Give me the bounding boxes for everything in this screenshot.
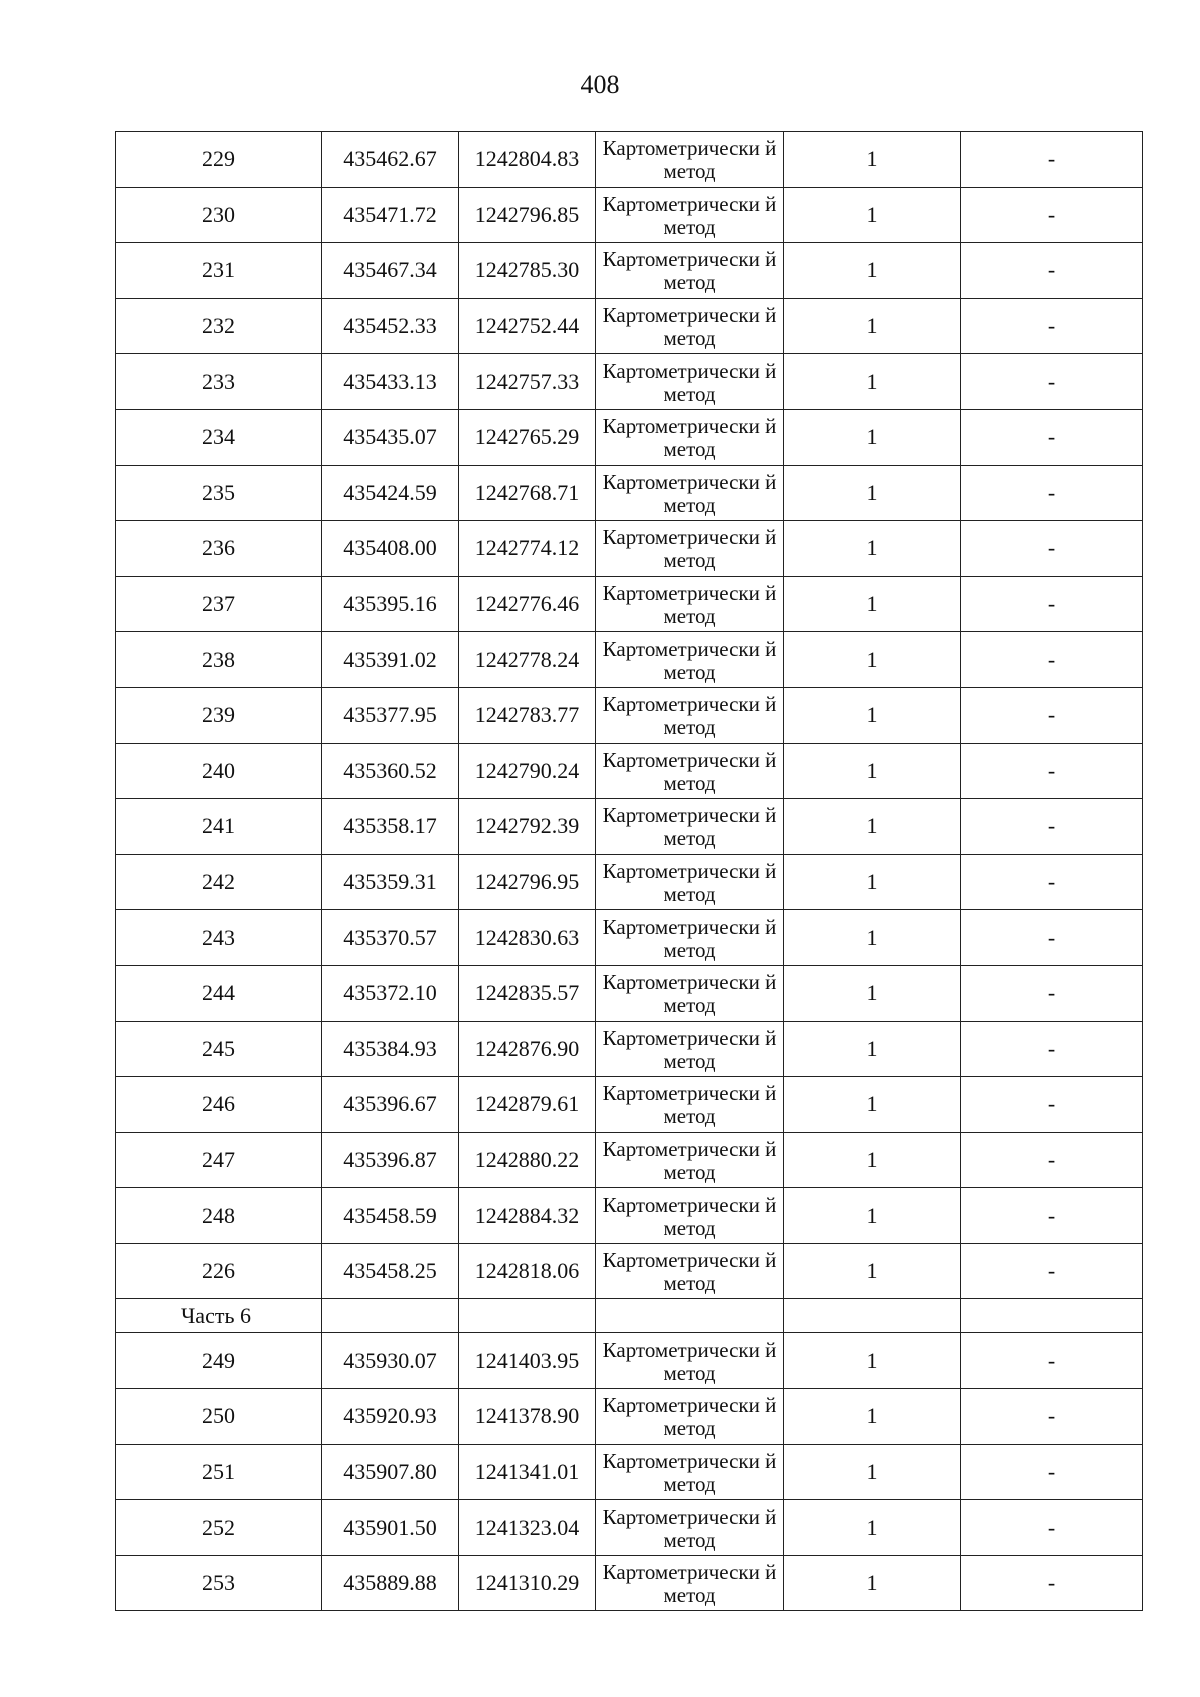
accuracy-cell: 1 — [784, 1389, 961, 1445]
point-number-cell: 245 — [116, 1021, 322, 1077]
table-row — [116, 965, 1143, 1021]
x-coordinate-cell: 435395.16 — [322, 576, 459, 632]
note-cell: - — [961, 521, 1143, 577]
point-number-cell: 234 — [116, 409, 322, 465]
x-coordinate-cell: 435435.07 — [322, 409, 459, 465]
point-number-cell: 246 — [116, 1077, 322, 1133]
empty-cell — [459, 1299, 596, 1333]
x-coordinate-cell: 435358.17 — [322, 799, 459, 855]
note-cell: - — [961, 965, 1143, 1021]
y-coordinate-cell: 1242774.12 — [459, 521, 596, 577]
table-row — [116, 743, 1143, 799]
y-coordinate-cell: 1241341.01 — [459, 1444, 596, 1500]
accuracy-cell: 1 — [784, 1132, 961, 1188]
point-number-cell: 240 — [116, 743, 322, 799]
method-cell: Картометрически й метод — [596, 409, 784, 465]
x-coordinate-cell: 435458.25 — [322, 1243, 459, 1299]
method-cell: Картометрически й метод — [596, 465, 784, 521]
table-row — [116, 1333, 1143, 1389]
table-row — [116, 687, 1143, 743]
accuracy-cell: 1 — [784, 910, 961, 966]
coordinates-table — [115, 131, 1143, 1611]
y-coordinate-cell: 1242757.33 — [459, 354, 596, 410]
y-coordinate-cell: 1242752.44 — [459, 298, 596, 354]
accuracy-cell: 1 — [784, 965, 961, 1021]
y-coordinate-cell: 1242776.46 — [459, 576, 596, 632]
x-coordinate-cell: 435467.34 — [322, 243, 459, 299]
empty-cell — [596, 1299, 784, 1333]
x-coordinate-cell: 435384.93 — [322, 1021, 459, 1077]
y-coordinate-cell: 1242880.22 — [459, 1132, 596, 1188]
point-number-cell: 251 — [116, 1444, 322, 1500]
method-cell: Картометрически й метод — [596, 1444, 784, 1500]
table-row — [116, 1555, 1143, 1611]
table-row — [116, 465, 1143, 521]
note-cell: - — [961, 687, 1143, 743]
accuracy-cell: 1 — [784, 187, 961, 243]
accuracy-cell: 1 — [784, 243, 961, 299]
x-coordinate-cell: 435471.72 — [322, 187, 459, 243]
method-cell: Картометрически й метод — [596, 187, 784, 243]
x-coordinate-cell: 435396.87 — [322, 1132, 459, 1188]
empty-cell — [961, 1299, 1143, 1333]
x-coordinate-cell: 435452.33 — [322, 298, 459, 354]
x-coordinate-cell: 435377.95 — [322, 687, 459, 743]
x-coordinate-cell: 435433.13 — [322, 354, 459, 410]
table-row — [116, 298, 1143, 354]
y-coordinate-cell: 1242778.24 — [459, 632, 596, 688]
accuracy-cell: 1 — [784, 1500, 961, 1556]
table-row — [116, 243, 1143, 299]
y-coordinate-cell: 1242818.06 — [459, 1243, 596, 1299]
table-row — [116, 1021, 1143, 1077]
y-coordinate-cell: 1242790.24 — [459, 743, 596, 799]
x-coordinate-cell: 435370.57 — [322, 910, 459, 966]
point-number-cell: 229 — [116, 132, 322, 188]
note-cell: - — [961, 187, 1143, 243]
point-number-cell: 242 — [116, 854, 322, 910]
point-number-cell: 248 — [116, 1188, 322, 1244]
note-cell: - — [961, 1243, 1143, 1299]
x-coordinate-cell: 435424.59 — [322, 465, 459, 521]
table-row — [116, 1188, 1143, 1244]
point-number-cell: 243 — [116, 910, 322, 966]
y-coordinate-cell: 1242830.63 — [459, 910, 596, 966]
method-cell: Картометрически й метод — [596, 799, 784, 855]
point-number-cell: 252 — [116, 1500, 322, 1556]
x-coordinate-cell: 435462.67 — [322, 132, 459, 188]
note-cell: - — [961, 743, 1143, 799]
y-coordinate-cell: 1242785.30 — [459, 243, 596, 299]
y-coordinate-cell: 1241403.95 — [459, 1333, 596, 1389]
y-coordinate-cell: 1242879.61 — [459, 1077, 596, 1133]
x-coordinate-cell: 435372.10 — [322, 965, 459, 1021]
note-cell: - — [961, 632, 1143, 688]
note-cell: - — [961, 1555, 1143, 1611]
note-cell: - — [961, 1500, 1143, 1556]
x-coordinate-cell: 435907.80 — [322, 1444, 459, 1500]
method-cell: Картометрически й метод — [596, 1333, 784, 1389]
method-cell: Картометрически й метод — [596, 1555, 784, 1611]
accuracy-cell: 1 — [784, 1077, 961, 1133]
y-coordinate-cell: 1241378.90 — [459, 1389, 596, 1445]
method-cell: Картометрически й метод — [596, 1188, 784, 1244]
y-coordinate-cell: 1241310.29 — [459, 1555, 596, 1611]
y-coordinate-cell: 1242804.83 — [459, 132, 596, 188]
point-number-cell: 233 — [116, 354, 322, 410]
point-number-cell: 237 — [116, 576, 322, 632]
y-coordinate-cell: 1241323.04 — [459, 1500, 596, 1556]
method-cell: Картометрически й метод — [596, 1021, 784, 1077]
method-cell: Картометрически й метод — [596, 576, 784, 632]
method-cell: Картометрически й метод — [596, 1500, 784, 1556]
x-coordinate-cell: 435930.07 — [322, 1333, 459, 1389]
note-cell: - — [961, 243, 1143, 299]
point-number-cell: 249 — [116, 1333, 322, 1389]
table-row — [116, 409, 1143, 465]
note-cell: - — [961, 799, 1143, 855]
accuracy-cell: 1 — [784, 799, 961, 855]
y-coordinate-cell: 1242796.85 — [459, 187, 596, 243]
method-cell: Картометрически й метод — [596, 354, 784, 410]
y-coordinate-cell: 1242796.95 — [459, 854, 596, 910]
point-number-cell: 247 — [116, 1132, 322, 1188]
x-coordinate-cell: 435396.67 — [322, 1077, 459, 1133]
accuracy-cell: 1 — [784, 1243, 961, 1299]
accuracy-cell: 1 — [784, 1444, 961, 1500]
method-cell: Картометрически й метод — [596, 632, 784, 688]
accuracy-cell: 1 — [784, 298, 961, 354]
point-number-cell: 238 — [116, 632, 322, 688]
note-cell: - — [961, 1077, 1143, 1133]
y-coordinate-cell: 1242768.71 — [459, 465, 596, 521]
accuracy-cell: 1 — [784, 132, 961, 188]
accuracy-cell: 1 — [784, 1555, 961, 1611]
method-cell: Картометрически й метод — [596, 298, 784, 354]
method-cell: Картометрически й метод — [596, 1077, 784, 1133]
method-cell: Картометрически й метод — [596, 965, 784, 1021]
x-coordinate-cell: 435408.00 — [322, 521, 459, 577]
table-row — [116, 1243, 1143, 1299]
y-coordinate-cell: 1242876.90 — [459, 1021, 596, 1077]
accuracy-cell: 1 — [784, 521, 961, 577]
table-row — [116, 854, 1143, 910]
table-row — [116, 187, 1143, 243]
note-cell: - — [961, 1188, 1143, 1244]
method-cell: Картометрически й метод — [596, 854, 784, 910]
accuracy-cell: 1 — [784, 409, 961, 465]
y-coordinate-cell: 1242884.32 — [459, 1188, 596, 1244]
method-cell: Картометрически й метод — [596, 132, 784, 188]
point-number-cell: 241 — [116, 799, 322, 855]
point-number-cell: 250 — [116, 1389, 322, 1445]
x-coordinate-cell: 435391.02 — [322, 632, 459, 688]
point-number-cell: 232 — [116, 298, 322, 354]
accuracy-cell: 1 — [784, 465, 961, 521]
table-row — [116, 576, 1143, 632]
point-number-cell: 236 — [116, 521, 322, 577]
point-number-cell: 235 — [116, 465, 322, 521]
accuracy-cell: 1 — [784, 854, 961, 910]
table-row — [116, 1389, 1143, 1445]
note-cell: - — [961, 409, 1143, 465]
page-number: 408 — [580, 70, 620, 99]
x-coordinate-cell: 435920.93 — [322, 1389, 459, 1445]
coordinates-table-body — [116, 132, 1143, 1611]
section-label: Часть 6 — [116, 1299, 322, 1333]
empty-cell — [322, 1299, 459, 1333]
empty-cell — [784, 1299, 961, 1333]
note-cell: - — [961, 465, 1143, 521]
x-coordinate-cell: 435359.31 — [322, 854, 459, 910]
accuracy-cell: 1 — [784, 1021, 961, 1077]
y-coordinate-cell: 1242765.29 — [459, 409, 596, 465]
accuracy-cell: 1 — [784, 354, 961, 410]
accuracy-cell: 1 — [784, 743, 961, 799]
method-cell: Картометрически й метод — [596, 1389, 784, 1445]
section-row — [116, 1299, 1143, 1333]
point-number-cell: 253 — [116, 1555, 322, 1611]
point-number-cell: 231 — [116, 243, 322, 299]
table-row — [116, 1077, 1143, 1133]
table-row — [116, 1444, 1143, 1500]
accuracy-cell: 1 — [784, 632, 961, 688]
method-cell: Картометрически й метод — [596, 243, 784, 299]
table-row — [116, 521, 1143, 577]
note-cell: - — [961, 854, 1143, 910]
table-row — [116, 1500, 1143, 1556]
table-row — [116, 910, 1143, 966]
note-cell: - — [961, 1444, 1143, 1500]
method-cell: Картометрически й метод — [596, 687, 784, 743]
method-cell: Картометрически й метод — [596, 521, 784, 577]
point-number-cell: 239 — [116, 687, 322, 743]
y-coordinate-cell: 1242835.57 — [459, 965, 596, 1021]
table-row — [116, 354, 1143, 410]
note-cell: - — [961, 132, 1143, 188]
table-row — [116, 1132, 1143, 1188]
accuracy-cell: 1 — [784, 576, 961, 632]
table-row — [116, 632, 1143, 688]
table-row — [116, 132, 1143, 188]
point-number-cell: 244 — [116, 965, 322, 1021]
note-cell: - — [961, 354, 1143, 410]
y-coordinate-cell: 1242783.77 — [459, 687, 596, 743]
method-cell: Картометрически й метод — [596, 743, 784, 799]
note-cell: - — [961, 1132, 1143, 1188]
table-row — [116, 799, 1143, 855]
method-cell: Картометрически й метод — [596, 1132, 784, 1188]
x-coordinate-cell: 435360.52 — [322, 743, 459, 799]
x-coordinate-cell: 435901.50 — [322, 1500, 459, 1556]
y-coordinate-cell: 1242792.39 — [459, 799, 596, 855]
accuracy-cell: 1 — [784, 687, 961, 743]
note-cell: - — [961, 1389, 1143, 1445]
note-cell: - — [961, 576, 1143, 632]
accuracy-cell: 1 — [784, 1188, 961, 1244]
note-cell: - — [961, 298, 1143, 354]
method-cell: Картометрически й метод — [596, 1243, 784, 1299]
x-coordinate-cell: 435458.59 — [322, 1188, 459, 1244]
point-number-cell: 226 — [116, 1243, 322, 1299]
point-number-cell: 230 — [116, 187, 322, 243]
note-cell: - — [961, 910, 1143, 966]
method-cell: Картометрически й метод — [596, 910, 784, 966]
note-cell: - — [961, 1333, 1143, 1389]
x-coordinate-cell: 435889.88 — [322, 1555, 459, 1611]
note-cell: - — [961, 1021, 1143, 1077]
accuracy-cell: 1 — [784, 1333, 961, 1389]
